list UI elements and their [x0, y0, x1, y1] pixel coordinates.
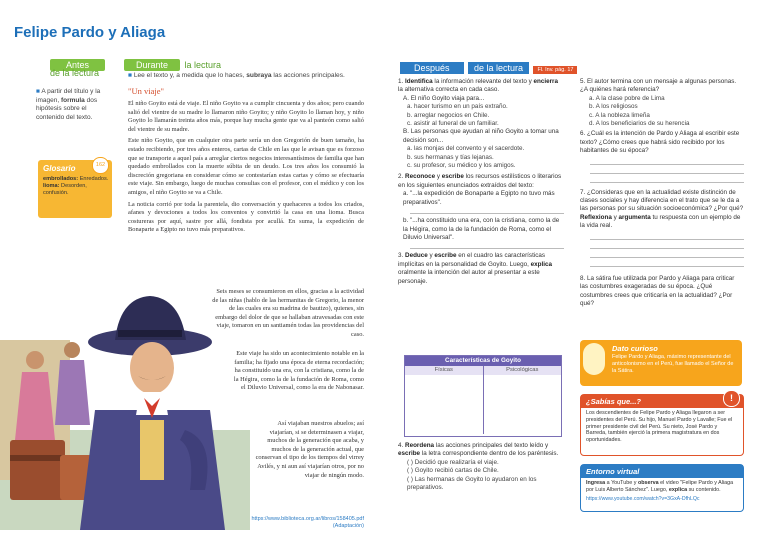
reading-paragraph-6-box [252, 420, 364, 483]
entorno-text: Ingresa a YouTube y observa el video "Felipe Pardo y Aliaga por Luis Alberto Sánchez". Luego, explica su contenido. [586, 480, 734, 493]
entorno-title: Entorno virtual [581, 465, 743, 478]
reading-paragraph-4-box [210, 288, 364, 343]
face [130, 342, 174, 394]
durante-sub: la lectura [184, 60, 222, 70]
sabias-title: ¿Sabías que...? [581, 395, 743, 408]
q1-a-opt-b[interactable]: b. arreglar negocios en Chile. [407, 111, 490, 119]
q7-line-4[interactable] [590, 266, 744, 267]
col-fisicas: Físicas [405, 366, 484, 375]
table-title: Características de Goyito [405, 356, 561, 366]
reading-paragraph-2: Este niño Goyito, que en cualquier otra parte sería un don Gregorión de buen tamaño, ha estado recibiendo, por tres años enteros, cartas de Chile en las que le avisan que es forzoso que se transporte a aquel país a arreglar ciertos negocios interesantísimos de familia que han quedado embrollados con la muerte súbita de un deudo. Los tres años los consumió la discreción gregoriana en considerar cómo se contestarían estas cartas y cómo se efectuaría este viaje. Sin embargo, luego de muchas consultas con el profesor, con el médico y con los amigos, el niño Goyito se va a Chile. [128, 137, 365, 196]
question-5: 5. El autor termina con un mensaje a algunas personas. ¿A quiénes hará referencia? [580, 78, 737, 94]
q5-opt-c[interactable]: c. A la nobleza limeña [589, 111, 650, 119]
sabias-que-box [580, 394, 744, 456]
q4-item-1[interactable]: ( ) Decidió que realizaría el viaje. [407, 458, 499, 466]
table-header-row [405, 366, 561, 375]
reading-title: "Un viaje" [128, 86, 164, 96]
q7-line-1[interactable] [590, 239, 744, 240]
page-title: Felipe Pardo y Aliaga [14, 24, 166, 41]
q2-a-answer-line[interactable] [410, 213, 564, 214]
q1-b-opt-a[interactable]: a. las monjas del convento y el sacerdote. [407, 145, 525, 153]
q1-b-stem: B. Las personas que ayudan al niño Goyito a tomar una decisión son... [403, 128, 559, 144]
questions-column-right [580, 78, 744, 308]
question-2: 2. Reconoce y escribe los recursos estilísticos o literarios en los siguientes enunciados extraídos del texto: [398, 173, 562, 189]
entorno-url[interactable]: https://www.youtube.com/watch?v=3GxA-DfhLQc [586, 495, 700, 502]
durante-instruction: ■ Lee el texto y, a medida que lo haces, subraya las acciones principales. [128, 72, 345, 79]
dato-title: Dato curioso [612, 344, 658, 353]
reading-paragraph-4: Seis meses se consumieron en ellos, gracias a la actividad de las niñas (hablo de las hermanitas de Gregorio, la menor de las cuales era su madrina de bautizo), quienes, sin embargo del dolor de que se hallaban atravesadas con este viaje, tomaron en un santiamén todas las providencias del caso. [212, 288, 364, 338]
question-6: 6. ¿Cuál es la intención de Pardo y Aliaga al escribir este texto? ¿Cómo crees que habrá sido recibido por los habitantes de su época? [580, 130, 740, 155]
reading-paragraph-6: Así viajaban nuestros abuelos; así viajarían, si se determinasen a viajar, muchos de la generación que acaba, y muchos de la generación actual, que conservan el tipo de los tiempos del virrey Avilés, y ni aun así viajarían otros, por no viajar de ningún modo. [255, 420, 364, 479]
q1-b-opt-c[interactable]: c. su profesor, su médico y los amigos. [407, 162, 516, 170]
reading-body-top [128, 100, 364, 238]
q2-item-b: b. "...ha constituido una era, con la cristiana, como la de la Hégira, como la de la fundación de Roma, como el Diluvio Universal". [403, 217, 560, 241]
q4-item-3[interactable]: ( ) Las hermanas de Goyito lo ayudaron en los preparativos. [407, 475, 537, 492]
q2-item-a: a. "...la expedición de Bonaparte a Egipto no tuvo más preparativos". [403, 190, 555, 206]
woman-dress-2 [55, 360, 90, 425]
glossary-box [38, 160, 112, 218]
antes-sub: de la lectura [50, 68, 100, 78]
question-3: 3. Deduce y escribe en el cuadro las características implícitas en la personalidad de Goyito. Luego, explica oralmente la intención del autor al presentar a este personaje. [398, 252, 553, 285]
q5-opt-b[interactable]: b. A los religiosos [589, 103, 638, 111]
q5-opt-a[interactable]: a. A la clase pobre de Lima [589, 94, 665, 102]
woman-dress-1 [15, 372, 55, 440]
entorno-virtual-box [580, 464, 744, 512]
question-8: 8. La sátira fue utilizada por Pardo y Aliaga para criticar las costumbres exageradas de su época. ¿Qué costumbres crees que criticaría en la actualidad? ¿Por qué? [580, 274, 735, 307]
trunk [10, 440, 65, 500]
antes-instruction: ■ A partir del título y la imagen, formula dos hipótesis sobre el contenido del texto. [36, 88, 101, 121]
table-body-row [405, 375, 561, 434]
despues-ref: Fl. Inv. pág. 17 [533, 66, 577, 74]
q7-line-2[interactable] [590, 248, 744, 249]
q1-a-stem: A. El niño Goyito viaja para... [403, 94, 485, 102]
source-url[interactable]: https://www.biblioteca.org.ar/libros/158405.pdf (Adaptación) [251, 516, 364, 529]
cell-psicologicas[interactable] [484, 375, 562, 434]
woman-head-2 [64, 342, 80, 358]
glossary-entries: embrollados: Enredados. lioma: Desorden, confusión. [43, 176, 109, 197]
durante-tab: Durante [124, 59, 180, 71]
cell-fisicas[interactable] [405, 375, 484, 434]
lightbulb-icon [583, 343, 605, 375]
durante-header [124, 55, 221, 73]
q5-opt-d[interactable]: d. A los beneficiarios de su herencia [589, 120, 690, 128]
characteristics-table [404, 355, 562, 437]
q6-line-2[interactable] [590, 173, 744, 174]
q6-line-3[interactable] [590, 182, 744, 183]
q1-a-opt-c[interactable]: c. asistir al funeral de un familiar. [407, 120, 499, 128]
question-4: 4. Reordena las acciones principales del texto leído y escribe la letra correspondiente dentro de los paréntesis. [398, 442, 559, 458]
glossary-page-badge: 162 [92, 157, 109, 174]
q7-line-3[interactable] [590, 257, 744, 258]
q6-line-1[interactable] [590, 164, 744, 165]
reading-paragraph-5: Este viaje ha sido un acontecimiento notable en la familia; ha fijado una época de eterna recordación; ha constituido una era, con la cristiana, como la de la Hégira, como la de la fundación de Roma, como el Diluvio Universal, como la era de Nabonasar. [233, 350, 364, 392]
antes-tab: Antes [50, 59, 105, 71]
dato-text: Felipe Pardo y Aliaga, máximo representante del anticolonismo en el Perú, fue llamado el Señor de la Sátira. [612, 354, 734, 374]
reading-paragraph-1: El niño Goyito está de viaje. El niño Goyito va a cumplir cincuenta y dos años; pero cuando salió del vientre de su madre lo llamaron niño Goyito; y niño Goyito lo llaman hoy, y niño Goyito lo llamarán treinta años más, porque hay mucha gente que va al panteón como salió del vientre de su madre. [128, 100, 364, 133]
reading-paragraph-5-box [232, 350, 364, 396]
despues-tab: Después [400, 62, 464, 74]
woman-head-1 [26, 351, 44, 369]
question-1: 1. Identifica la información relevante del texto y encierra la alternativa correcta en cada caso. [398, 78, 558, 94]
despues-sub: de la lectura [468, 62, 529, 74]
exclamation-icon: ! [723, 390, 740, 407]
reading-paragraph-3: La noticia corrió por toda la parentela, dio conversación y quehaceres a todos los criados, afanes y devociones a todos los conventos y convirtió la casa en una lioma. Busca costureras por aquí, sastre por allá, fondista por acullá. En suma, la expedición de Bonaparte a Egipto no tuvo más preparativos. [128, 200, 364, 234]
sabias-text: Los descendientes de Felipe Pardo y Aliaga llegaron a ser presidentes del Perú. Su hijo, Manuel Pardo y Lavalle; Fue el primer presidente civil del Perú. Su nieto, José Pardo y Barreda, también ejerció la primera magistratura en dos oportunidades. [586, 410, 733, 444]
vest [140, 420, 164, 480]
q1-a-opt-a[interactable]: a. hacer turismo en un país extraño. [407, 103, 508, 111]
questions-column-left [398, 78, 564, 286]
q1-b-opt-b[interactable]: b. sus hermanas y tías lejanas. [407, 153, 494, 161]
despues-header [400, 58, 577, 76]
q2-b-answer-line[interactable] [410, 248, 564, 249]
question-4-box [398, 442, 564, 492]
dato-curioso-box [580, 340, 742, 386]
q4-item-2[interactable]: ( ) Goyito recibió cartas de Chile. [407, 467, 499, 475]
question-7: 7. ¿Consideras que en la actualidad existe distinción de clases sociales y hay diferencia en el trato que se le da a las personas por su situación socioeconómica? ¿Por qué? Reflexiona y argumenta tu respuesta con un ejemplo de la vida real. [580, 188, 744, 230]
col-psicologicas: Psicológicas [506, 367, 539, 373]
glossary-title: Glosario [43, 164, 76, 173]
